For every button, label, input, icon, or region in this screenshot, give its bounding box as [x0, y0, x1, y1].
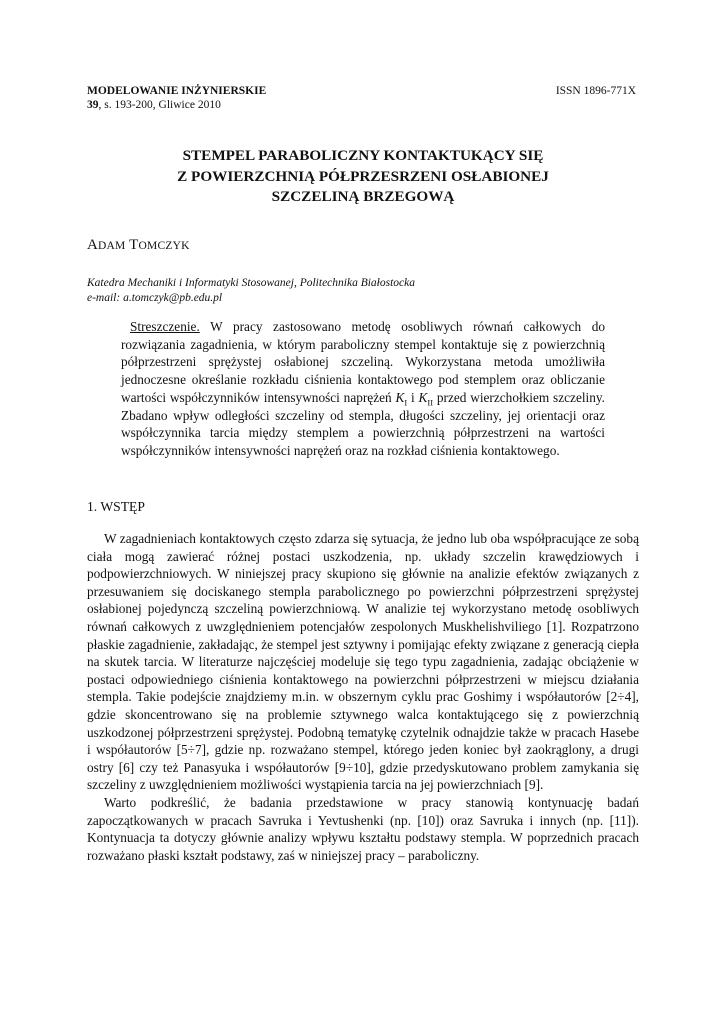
k-symbol: K — [395, 389, 405, 405]
k-symbol: K — [418, 389, 428, 405]
affiliation — [87, 276, 415, 305]
author-first-rest: DAM — [98, 240, 126, 252]
title-line: Z POWIERZCHNIĄ PÓŁPRZESRZENI OSŁABIONEJ — [177, 167, 549, 185]
title-line: STEMPEL PARABOLICZNY KONTAKTUKĄCY SIĘ — [182, 147, 544, 164]
abstract-text-2: przed wierzchołkiem szczeliny. Zbadano wpływ odległości szczeliny od stempla, długości szczeliny, jej orientacji oraz współczynnika tarcia między stemplem a powierzchnią półprzestrzeni na wartości współczynników intensywności naprężeń oraz na rozkład ciśnienia kontaktowego. — [121, 389, 605, 458]
paper-title — [87, 146, 639, 208]
author-name — [87, 237, 190, 254]
abstract-label: Streszczenie. — [130, 319, 200, 334]
author-first-initial: A — [87, 237, 99, 253]
section-heading: 1. WSTĘP — [87, 499, 145, 514]
journal-header — [87, 84, 266, 112]
k2-subscript: II — [427, 397, 434, 408]
institution: Katedra Mechaniki i Informatyki Stosowanej, Politechnika Białostocka — [87, 277, 416, 289]
volume-line — [87, 98, 266, 112]
email: e-mail: a.tomczyk@pb.edu.pl — [87, 291, 223, 304]
issn: ISSN 1896-771X — [555, 85, 636, 97]
paragraph: W zagadnieniach kontaktowych często zdarza się sytuacja, że jedno lub oba współpracujące ze sobą ciała mogą zawierać różnej postaci uszkodzenia, np. układy szczelin krawędziowych i podpowierzchniowych. W niniejszej pracy skupiono się głównie na analizie efektów związanych z przesuwaniem się dociskanego stempla parabolicznego po powierzchni półprzestrzeni sprężystej osłabionej pojedynczą szczeliną powierzchniową. W analizie tej wykorzystano metodę osobliwych równań całkowych z uwzględnieniem potencjałów zespolonych Muskhelishviliego [1]. Rozpatrzono płaskie zagadnienie, zakładając, że stempel jest sztywny i pomijając efekty związane z generacją ciepła na skutek tarcia. W literaturze najczęściej modeluje się tego typu zagadnienia, zadając obciążenie w postaci odpowiedniego ciśnienia kontaktowego na powierzchni półprzestrzeni w miejscu działania stempla. Takie podejście znajdziemy m.in. w obszernym cyklu prac Goshimy i współautorów [2÷4], gdzie skoncentrowano się na problemie sztywnego walca kontaktującego się z powierzchnią uszkodzonej półprzestrzeni sprężystej. Podobną tematykę czytelnik odnajdzie także w pracach Hasebe i współautorów [5÷7], gdzie np. rozważano stempel, którego jeden koniec był zaokrąglony, a drugi ostry [6] czy też Panasyuka i współautorów [9÷10], gdzie przedyskutowano problem zamykania się szczeliny z uwzględnieniem możliwości wystąpienia tarcia na jej powierzchniach [9]. — [87, 531, 639, 793]
body-text — [87, 530, 639, 864]
abstract-between: i — [407, 389, 419, 405]
volume-number: 39 — [87, 99, 99, 111]
title-line: SZCZELINĄ BRZEGOWĄ — [271, 188, 455, 205]
author-last-initial: T — [129, 237, 139, 253]
journal-name: MODELOWANIE INŻYNIERSKIE — [87, 85, 267, 97]
abstract-text-1: W pracy zastosowano metodę osobliwych równań całkowych do rozwiązania zagadnienia, w którym paraboliczny stempel kontaktuje się z powierzchnią półprzestrzeni sprężystej osłabionej szczeliną. Wykorzystana metoda umożliwiła jednoczesne określanie rozkładu ciśnienia kontaktowego pod stemplem oraz obliczanie wartości współczynników intensywności naprężeń — [121, 319, 605, 405]
k1-subscript: I — [404, 397, 408, 408]
abstract — [121, 318, 605, 460]
pages-place: , s. 193-200, Gliwice 2010 — [98, 99, 221, 111]
author-last-rest: OMCZYK — [138, 240, 190, 252]
paragraph: Warto podkreślić, że badania przedstawione w pracy stanowią kontynuację badań zapoczątkowanych w pracach Savruka i Yevtushenki (np. [10]) oraz Savruka i innych (np. [11]). Kontynuacja ta dotyczy głównie analizy wpływu kształtu podstawy stempla. W poprzednich pracach rozważano płaski kształt podstawy, zaś w niniejszej pracy – paraboliczny. — [87, 794, 639, 863]
